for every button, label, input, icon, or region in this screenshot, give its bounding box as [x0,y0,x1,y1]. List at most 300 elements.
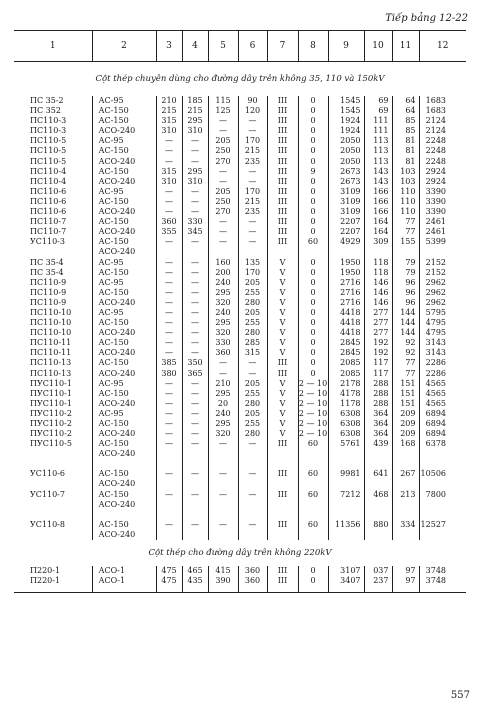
table-cell: 3748 [419,566,466,576]
table-cell: III [267,96,298,106]
table-cell: — [182,419,208,429]
table-cell: 310 [156,177,182,187]
table-cell: 3109 [328,187,364,197]
table-cell [14,449,92,459]
table-cell: V [267,429,298,439]
table-cell: УС110-6 [30,469,65,479]
table-cell: 2085 [328,358,364,368]
table-cell: 2716 [328,288,364,298]
table-cell: III [267,187,298,197]
table-cell: 215 [182,106,208,116]
table-cell: V [267,338,298,348]
table-cell: 4418 [328,328,364,338]
table-cell: ПС110-5 [30,156,67,166]
table-cell: 0 [298,338,328,348]
table-cell: V [267,308,298,318]
table-cell: АСО-240 [92,298,156,308]
table-cell: 4418 [328,308,364,318]
table-cell: 69 [364,106,392,116]
table-cell: — [156,490,182,500]
data-table [14,30,466,593]
table-cell: 0 [298,369,328,379]
table-cell: 240 [208,308,238,318]
table-cell: ПС110-10 [30,328,72,338]
table-continuation-note: Tiếp bảng 12-22 [385,13,468,24]
table-cell: 255 [238,318,267,328]
table-cell [182,449,208,459]
table-row [14,500,466,510]
table-cell [328,459,364,469]
table-cell: — [182,278,208,288]
table-cell: 3407 [328,576,364,586]
table-cell [328,479,364,489]
table-cell: 215 [238,146,267,156]
table-cell [208,500,238,510]
table-cell: 2152 [419,268,466,278]
table-cell: 0 [298,298,328,308]
table-cell: 111 [364,116,392,126]
table-cell: 3109 [328,197,364,207]
table-cell: V [267,419,298,429]
table-cell: — [156,157,182,167]
table-cell: 85 [392,126,419,136]
table-cell: 0 [298,146,328,156]
table-cell: 64 [392,106,419,116]
table-row [14,308,466,318]
table-row [14,399,466,409]
table-cell: III [267,469,298,479]
table-cell: — [238,116,267,126]
table-cell: 10506 [419,469,466,479]
table-cell: 1950 [328,268,364,278]
table-cell: — [208,177,238,187]
table-cell [328,247,364,257]
table-cell: 2248 [419,146,466,156]
table-cell: 1924 [328,126,364,136]
table-cell: V [267,278,298,288]
table-cell: 146 [364,298,392,308]
table-cell: — [156,338,182,348]
table-cell: 6894 [419,409,466,419]
column-header-10: 10 [364,31,392,62]
table-cell: 250 [208,197,238,207]
table-cell: 146 [364,288,392,298]
table-cell: 209 [392,409,419,419]
table-cell: 113 [364,157,392,167]
table-cell: АС-150 [92,389,156,399]
table-cell: — [182,389,208,399]
table-cell: 309 [364,237,392,247]
table-cell: 60 [298,439,328,449]
table-cell: 240 [208,278,238,288]
table-cell: V [267,399,298,409]
table-cell: 77 [392,358,419,368]
table-cell: 360 [156,217,182,227]
table-cell: 037 [364,566,392,576]
table-cell [14,459,92,469]
table-cell: 435 [182,576,208,586]
table-cell: ПС110-3 [30,126,67,136]
table-row [14,187,466,197]
table-cell: 0 [298,566,328,576]
table-cell: — [156,237,182,247]
table-cell [238,530,267,540]
table-cell: 295 [208,318,238,328]
table-cell: — [156,429,182,439]
table-cell [238,449,267,459]
table-cell [419,586,466,593]
table-cell: — [182,439,208,449]
table-cell: 9 [298,167,328,177]
table-cell: 2716 [328,298,364,308]
table-cell: 350 [182,358,208,368]
table-cell: 205 [238,278,267,288]
table-cell [419,247,466,257]
table-cell [364,586,392,593]
table-cell [298,500,328,510]
table-cell: 277 [364,308,392,318]
table-cell: 2050 [328,146,364,156]
table-cell: 415 [208,566,238,576]
table-cell: 192 [364,348,392,358]
column-number-row [14,31,466,62]
table-cell: 2050 [328,136,364,146]
table-cell [267,247,298,257]
table-row [14,288,466,298]
table-row [14,207,466,217]
table-cell: АС-150 [92,358,156,368]
table-row [14,318,466,328]
table-row [14,419,466,429]
table-cell: АСО-240 [92,177,156,187]
table-cell: 280 [238,328,267,338]
table-row [14,358,466,368]
table-cell: 4418 [328,318,364,328]
table-cell: 468 [364,490,392,500]
table-cell: П220-1 [30,565,61,575]
table-cell: 97 [392,576,419,586]
table-cell [182,247,208,257]
table-cell: 146 [364,278,392,288]
table-cell: АС-150 [92,268,156,278]
table-cell: 2207 [328,217,364,227]
table-cell [364,247,392,257]
table-row [14,459,466,469]
table-cell: 1924 [328,116,364,126]
table-cell: III [267,358,298,368]
table-cell: 2 — 10 [298,408,328,418]
table-cell [298,530,328,540]
table-row [14,278,466,288]
table-cell: — [208,237,238,247]
section-heading-row [14,540,466,566]
table-cell: — [182,136,208,146]
table-cell: ПС110-10 [30,318,72,328]
table-cell: III [267,106,298,116]
table-cell: 4565 [419,399,466,409]
table-cell: — [182,288,208,298]
table-cell: 96 [392,298,419,308]
table-cell: 96 [392,288,419,298]
table-cell: ПС110-3 [30,116,67,126]
column-header-11: 11 [392,31,419,62]
table-cell: — [208,227,238,237]
table-cell: — [182,237,208,247]
table-cell [208,586,238,593]
table-cell: — [182,157,208,167]
table-cell [156,479,182,489]
table-cell: 166 [364,187,392,197]
table-cell [419,510,466,520]
table-cell [267,530,298,540]
column-header-2: 2 [92,31,156,62]
column-header-5: 5 [208,31,238,62]
table-row [14,520,466,530]
table-cell: 3748 [419,576,466,586]
table-cell: ПУС110-1 [30,378,72,388]
table-cell: ПУС110-2 [30,408,72,418]
table-cell: 0 [298,258,328,268]
table-cell: 2673 [328,167,364,177]
table-cell: АС-95 [92,379,156,389]
table-cell: 205 [238,379,267,389]
table-cell: 2207 [328,227,364,237]
table-cell: — [182,318,208,328]
table-cell: 380 [156,369,182,379]
table-cell: 60 [298,237,328,247]
table-cell: 270 [208,157,238,167]
table-cell: — [182,348,208,358]
table-cell: АСО-240 [92,500,156,510]
table-cell [364,449,392,459]
table-cell: — [238,358,267,368]
table-cell: 0 [298,328,328,338]
table-cell: 0 [298,227,328,237]
table-cell: 2 — 10 [298,378,328,388]
table-cell: 439 [364,439,392,449]
table-cell: ПУС110-2 [30,419,72,428]
table-row [14,566,466,576]
table-cell: 0 [298,116,328,126]
table-cell: 288 [364,399,392,409]
table-cell: 151 [392,399,419,409]
table-cell: АС-150 [92,419,156,429]
table-row [14,328,466,338]
table-cell: 267 [392,469,419,479]
table-cell: 334 [392,520,419,530]
table-cell [182,500,208,510]
table-cell: 2 — 10 [298,419,328,428]
table-cell: — [238,227,267,237]
table-cell: 320 [208,429,238,439]
table-cell: ПС 352 [30,106,61,116]
table-cell: — [156,258,182,268]
table-cell: 465 [182,566,208,576]
table-cell: 115 [208,96,238,106]
table-cell: 170 [238,187,267,197]
table-cell [298,449,328,459]
table-cell: 2286 [419,369,466,379]
table-cell: 60 [298,469,328,479]
table-cell: ПС110-10 [30,307,72,317]
table-cell: 117 [364,369,392,379]
table-cell: 125 [208,106,238,116]
table-cell: 143 [364,167,392,177]
table-cell: V [267,268,298,278]
table-cell: АС-95 [92,96,156,106]
table-row [14,429,466,439]
table-cell: 3390 [419,197,466,207]
table-cell: АСО-240 [92,126,156,136]
table-cell [238,500,267,510]
table-cell: 330 [208,338,238,348]
table-cell [208,530,238,540]
table-cell [14,479,92,489]
table-cell: АС-150 [92,167,156,177]
table-end-row [14,586,466,593]
table-cell: АС-150 [92,217,156,227]
table-cell [298,247,328,257]
table-cell: АСО-1 [92,576,156,586]
table-row [14,227,466,237]
table-cell: АС-150 [92,146,156,156]
table-cell: 4795 [419,328,466,338]
section-heading: Cột thép cho đường dây trên không 220kV [148,547,332,558]
table-cell: 255 [238,288,267,298]
table-cell: 2248 [419,157,466,167]
table-cell: 240 [208,409,238,419]
table-cell: ПС 35-4 [30,257,64,267]
column-header-9: 9 [328,31,364,62]
table-cell: — [182,469,208,479]
table-cell: 103 [392,167,419,177]
table-cell: 200 [208,268,238,278]
table-cell [156,510,182,520]
table-cell: — [156,298,182,308]
table-row [14,177,466,187]
table-row [14,576,466,586]
table-cell [298,459,328,469]
table-row [14,197,466,207]
table-cell: 213 [392,490,419,500]
table-cell: — [156,197,182,207]
table-cell: 110 [392,187,419,197]
table-cell: ПУС110-5 [30,439,72,449]
table-cell: 2124 [419,116,466,126]
table-cell: 210 [208,379,238,389]
table-cell: V [267,409,298,419]
section-heading: Cột thép chuyên dùng cho đường dây trên không 35, 110 và 150kV [95,73,385,84]
table-cell: 103 [392,177,419,187]
table-cell: III [267,227,298,237]
table-cell: — [156,399,182,409]
table-cell: — [182,207,208,217]
table-row [14,510,466,520]
table-cell: 2 — 10 [298,388,328,398]
table-cell [267,510,298,520]
table-cell: 237 [364,576,392,586]
table-cell: АСО-240 [92,479,156,489]
table-cell [182,479,208,489]
table-row [14,258,466,268]
table-cell [238,479,267,489]
table-cell: — [238,439,267,449]
table-cell: 235 [238,207,267,217]
table-cell: 364 [364,429,392,439]
table-cell: 81 [392,136,419,146]
table-cell: 168 [392,439,419,449]
table-cell [328,530,364,540]
table-cell: ПС110-9 [30,297,67,307]
table-cell: 0 [298,126,328,136]
table-cell: АСО-1 [92,566,156,576]
table-row [14,479,466,489]
table-cell [92,510,156,520]
table-cell: АСО-240 [92,530,156,540]
table-cell: ПС110-6 [30,196,67,206]
table-cell: 205 [238,409,267,419]
table-cell: 0 [298,207,328,217]
table-cell: 144 [392,308,419,318]
table-cell: АС-95 [92,409,156,419]
table-cell: 364 [364,409,392,419]
table-cell [364,510,392,520]
table-cell: 285 [238,338,267,348]
table-cell: 2461 [419,227,466,237]
table-cell: АС-150 [92,288,156,298]
table-cell: ПУС110-1 [30,388,72,398]
table-cell: АС-95 [92,278,156,288]
table-cell: 92 [392,348,419,358]
table-cell: 151 [392,389,419,399]
table-cell: 0 [298,157,328,167]
table-cell: 330 [182,217,208,227]
table-cell: АС-150 [92,106,156,116]
table-cell: V [267,258,298,268]
table-cell: — [182,268,208,278]
table-cell [156,247,182,257]
table-cell: 143 [364,177,392,187]
table-cell: III [267,520,298,530]
table-cell [419,530,466,540]
table-cell: — [156,308,182,318]
table-cell: — [156,328,182,338]
table-cell: 205 [238,308,267,318]
table-cell [156,530,182,540]
table-cell: 320 [208,328,238,338]
table-cell: 280 [238,399,267,409]
table-cell: ПС110-5 [30,146,67,156]
table-cell: 2716 [328,278,364,288]
table-cell: АС-150 [92,439,156,449]
table-cell: — [238,369,267,379]
table-cell [156,459,182,469]
table-cell: 60 [298,490,328,500]
table-cell: 295 [208,419,238,429]
table-cell: АС-95 [92,136,156,146]
table-cell: — [182,338,208,348]
table-cell [364,530,392,540]
table-cell: 4178 [328,389,364,399]
table-row [14,96,466,106]
table-cell: 2 — 10 [298,398,328,408]
table-cell: 360 [208,348,238,358]
table-cell: ПС110-4 [30,166,67,176]
table-cell: АС-95 [92,258,156,268]
table-cell: 77 [392,369,419,379]
table-cell: 2461 [419,217,466,227]
table-cell: 5761 [328,439,364,449]
